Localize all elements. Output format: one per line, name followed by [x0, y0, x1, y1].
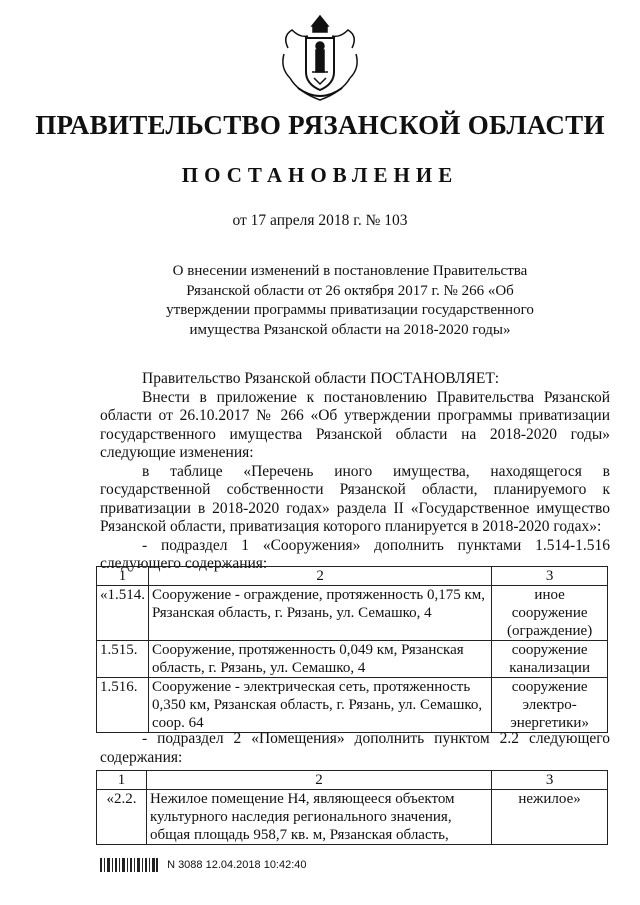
table-header-row — [97, 771, 608, 790]
table-header-cell: 1 — [97, 567, 149, 586]
paragraph: Внести в приложение к постановлению Правительства Рязанской области от 26.10.2017 № 266 «Об утверждении программы приватизации государственного имущества Рязанской области на 2018-2020 годы» следующие изменения: — [100, 388, 610, 461]
paragraph: в таблице «Перечень иного имущества, находящегося в государственной собственности Рязанской области, планируемого к приватизации в 2018-2020 годах» раздела II «Государственное имущество Рязанской области, приватизация которого планируется в 2018-2020 годах»: — [100, 462, 610, 535]
table-row — [97, 678, 608, 733]
table-row — [97, 790, 608, 845]
table-structures — [96, 566, 608, 733]
paragraph: - подраздел 2 «Помещения» дополнить пунктом 2.2 следующего содержания: — [100, 730, 610, 766]
body-text-2 — [100, 730, 610, 767]
table-header-cell: 1 — [97, 771, 147, 790]
table-header-row — [97, 567, 608, 586]
coat-of-arms-icon — [278, 8, 362, 108]
item-description: Сооружение - ограждение, протяженность 0,175 км, Рязанская область, г. Рязань, ул. Семашко, 4 — [149, 586, 492, 641]
item-description: Сооружение, протяженность 0,049 км, Рязанская область, г. Рязань, ул. Семашко, 4 — [149, 641, 492, 678]
item-type: нежилое» — [492, 790, 608, 845]
body-text — [100, 370, 610, 574]
item-type: сооружение канализации — [492, 641, 608, 678]
table-header-cell: 3 — [492, 567, 608, 586]
item-description: Сооружение - электрическая сеть, протяженность 0,350 км, Рязанская область, г. Рязань, ул. Семашко, соор. 64 — [149, 678, 492, 733]
paragraph: Правительство Рязанской области ПОСТАНОВЛЯЕТ: — [142, 370, 500, 387]
item-type: сооружение электро-энергетики» — [492, 678, 608, 733]
table-row — [97, 586, 608, 641]
registration-number: N 3088 12.04.2018 10:42:40 — [167, 858, 307, 871]
document-type: ПОСТАНОВЛЕНИЕ — [181, 163, 459, 187]
item-number: «2.2. — [97, 790, 147, 845]
government-title: ПРАВИТЕЛЬСТВО РЯЗАНСКОЙ ОБЛАСТИ — [35, 110, 605, 140]
item-description: Нежилое помещение Н4, являющееся объектом культурного наследия регионального значения, общая площадь 958,7 кв. м, Рязанская область, — [146, 790, 491, 845]
table-header-cell: 3 — [492, 771, 608, 790]
decree-subject: О внесении изменений в постановление Правительства Рязанской области от 26 октября 2017 г. № 266 «Об утверждении программы приватизации государственного имущества Рязанской области на 2018-2020 годы» — [166, 263, 534, 338]
item-number: 1.516. — [97, 678, 149, 733]
table-premises — [96, 770, 608, 845]
barcode-icon — [100, 858, 158, 872]
table-header-cell: 2 — [149, 567, 492, 586]
item-number: 1.515. — [97, 641, 149, 678]
footer-stamp — [100, 858, 307, 872]
paragraph: - подраздел 1 «Сооружения» дополнить пунктами 1.514-1.516 следующего содержания: — [100, 536, 610, 572]
item-number: «1.514. — [97, 586, 149, 641]
date-line: от 17 апреля 2018 г. № 103 — [232, 212, 408, 229]
table-header-cell: 2 — [146, 771, 491, 790]
item-type: иное сооружение (ограждение) — [492, 586, 608, 641]
table-row — [97, 641, 608, 678]
